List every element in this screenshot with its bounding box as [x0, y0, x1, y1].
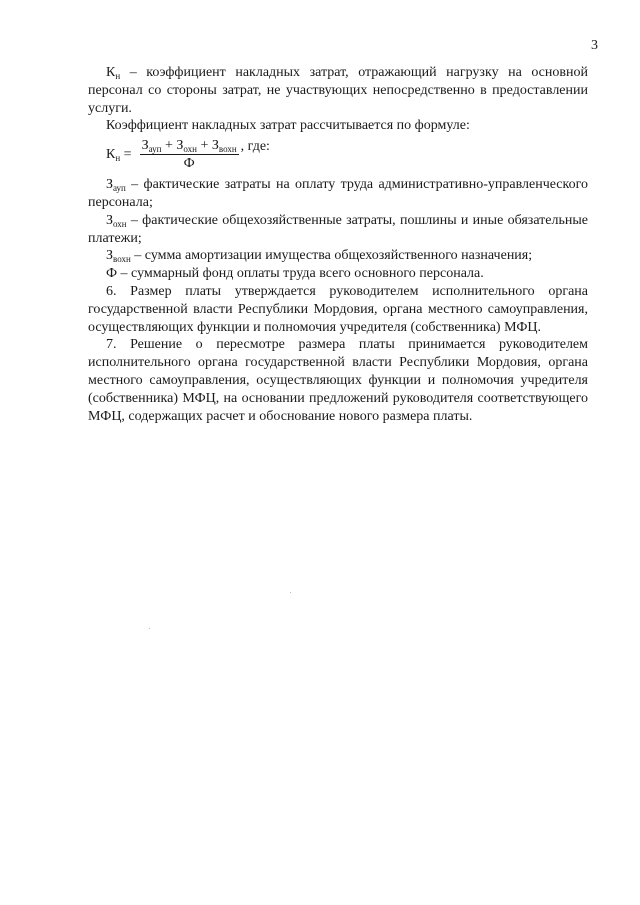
formula-numerator: $З_{ауп} + З_{охн} + З_{вохн}$	[141, 138, 237, 155]
kn-definition	[88, 64, 588, 117]
document-body	[88, 64, 588, 425]
f-definition: Ф – суммарный фонд оплаты труда всего основного персонала.	[106, 266, 484, 282]
formula	[106, 137, 588, 172]
formula-intro: Коэффициент накладных затрат рассчитывается по формуле:	[106, 118, 470, 134]
formula-tail: , где:	[240, 138, 270, 154]
formula-denominator: Ф	[183, 156, 195, 172]
formula-fraction	[140, 137, 239, 172]
kn-symbol: К	[106, 65, 116, 80]
scan-speck	[290, 592, 291, 593]
page-number: 3	[591, 38, 598, 53]
z-vohn-definition: $З_{вохн}$ – сумма амортизации имущества общехозяйственного назначения;	[106, 248, 533, 265]
z-ohn-definition: $З_{охн}$ – фактические общехозяйственные затраты, пошлины и иные обязательные платежи;	[88, 212, 588, 246]
item-6: 6. Размер платы утверждается руководителем исполнительного органа государственной власти Республики Мордовия, органа местного самоуправления, осуществляющих функции и полномочия учредителя (собственника) МФЦ.	[88, 283, 588, 335]
kn-definition-text: – коэффициент накладных затрат, отражающий нагрузку на основной персонал со стороны затрат, не участвующих непосредственно в предоставлении услуги.	[88, 65, 588, 116]
item-7: 7. Решение о пересмотре размера платы принимается руководителем исполнительного органа государственной власти Республики Мордовия, органа местного самоуправления, осуществляющих функции и полномочия учредителя (собственника) МФЦ, на основании предложений руководителя соответствующего МФЦ, содержащих расчет и обоснование нового размера платы.	[88, 337, 588, 424]
scan-speck	[149, 628, 150, 629]
formula-lhs: $К_н$ =	[106, 146, 132, 163]
kn-subscript: н	[115, 71, 121, 81]
z-aup-definition: $З_{ауп}$ – фактические затраты на оплату труда административно-управленческого персонала;	[88, 177, 588, 210]
